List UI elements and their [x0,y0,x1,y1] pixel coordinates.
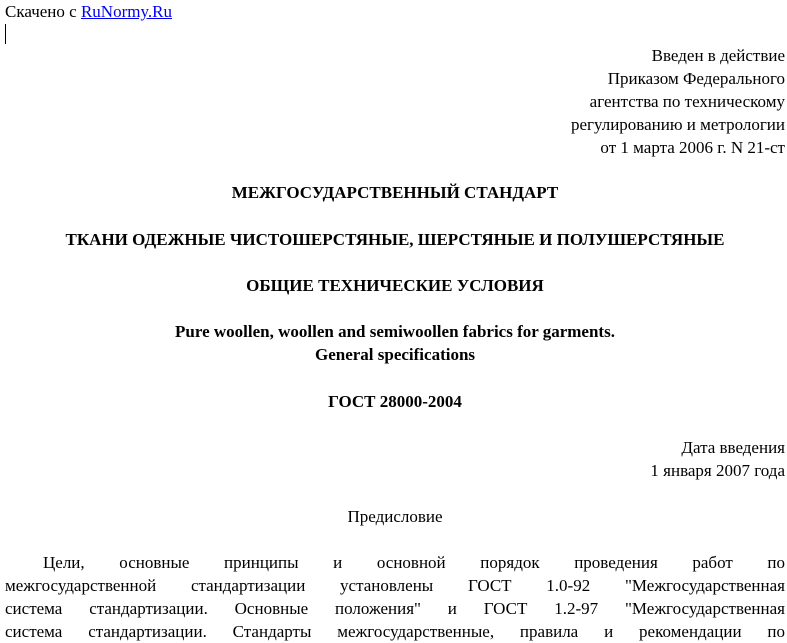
intro-line: Приказом Федерального [607,69,785,88]
paragraph-line: система стандартизации. Стандарты межгосударственные, правила и рекомендации по [5,622,785,641]
preface-paragraph [5,551,785,643]
preface-title: Предисловие [347,507,443,526]
intro-line: Введен в действие [651,46,785,65]
source-link[interactable]: RuNormy.Ru [80,2,172,21]
english-title [5,320,785,366]
intro-line: агентства по техническому [589,92,785,111]
english-title-line: Pure woollen, woollen and semiwoollen fabrics for garments. [175,322,615,341]
source-prefix: Скачено с [5,2,81,21]
introduction-date-label: Дата введения [681,438,785,457]
source-line [5,0,785,23]
introduction-date-value: 1 января 2007 года [650,461,785,480]
intro-block [571,44,785,159]
title-heading: ТКАНИ ОДЕЖНЫЕ ЧИСТОШЕРСТЯНЫЕ, ШЕРСТЯНЫЕ И ПОЛУШЕРСТЯНЫЕ [65,230,725,249]
gost-number: ГОСТ 28000-2004 [328,392,462,411]
introduction-date-block [650,436,785,482]
paragraph-line: система стандартизации. Основные положения" и ГОСТ 1.2-97 "Межгосударственная [5,599,785,618]
english-title-line: General specifications [314,345,476,364]
subtitle-heading: ОБЩИЕ ТЕХНИЧЕСКИЕ УСЛОВИЯ [246,276,544,295]
standard-type-heading: МЕЖГОСУДАРСТВЕННЫЙ СТАНДАРТ [231,183,559,202]
paragraph-line: межгосударственной стандартизации установлены ГОСТ 1.0-92 "Межгосударственная [5,576,785,595]
text-cursor [5,24,6,44]
paragraph-line: Цели, основные принципы и основной порядок проведения работ по [43,553,785,572]
intro-line: от 1 марта 2006 г. N 21-ст [600,138,785,157]
intro-line: регулированию и метрологии [570,115,785,134]
document-page [5,0,785,641]
